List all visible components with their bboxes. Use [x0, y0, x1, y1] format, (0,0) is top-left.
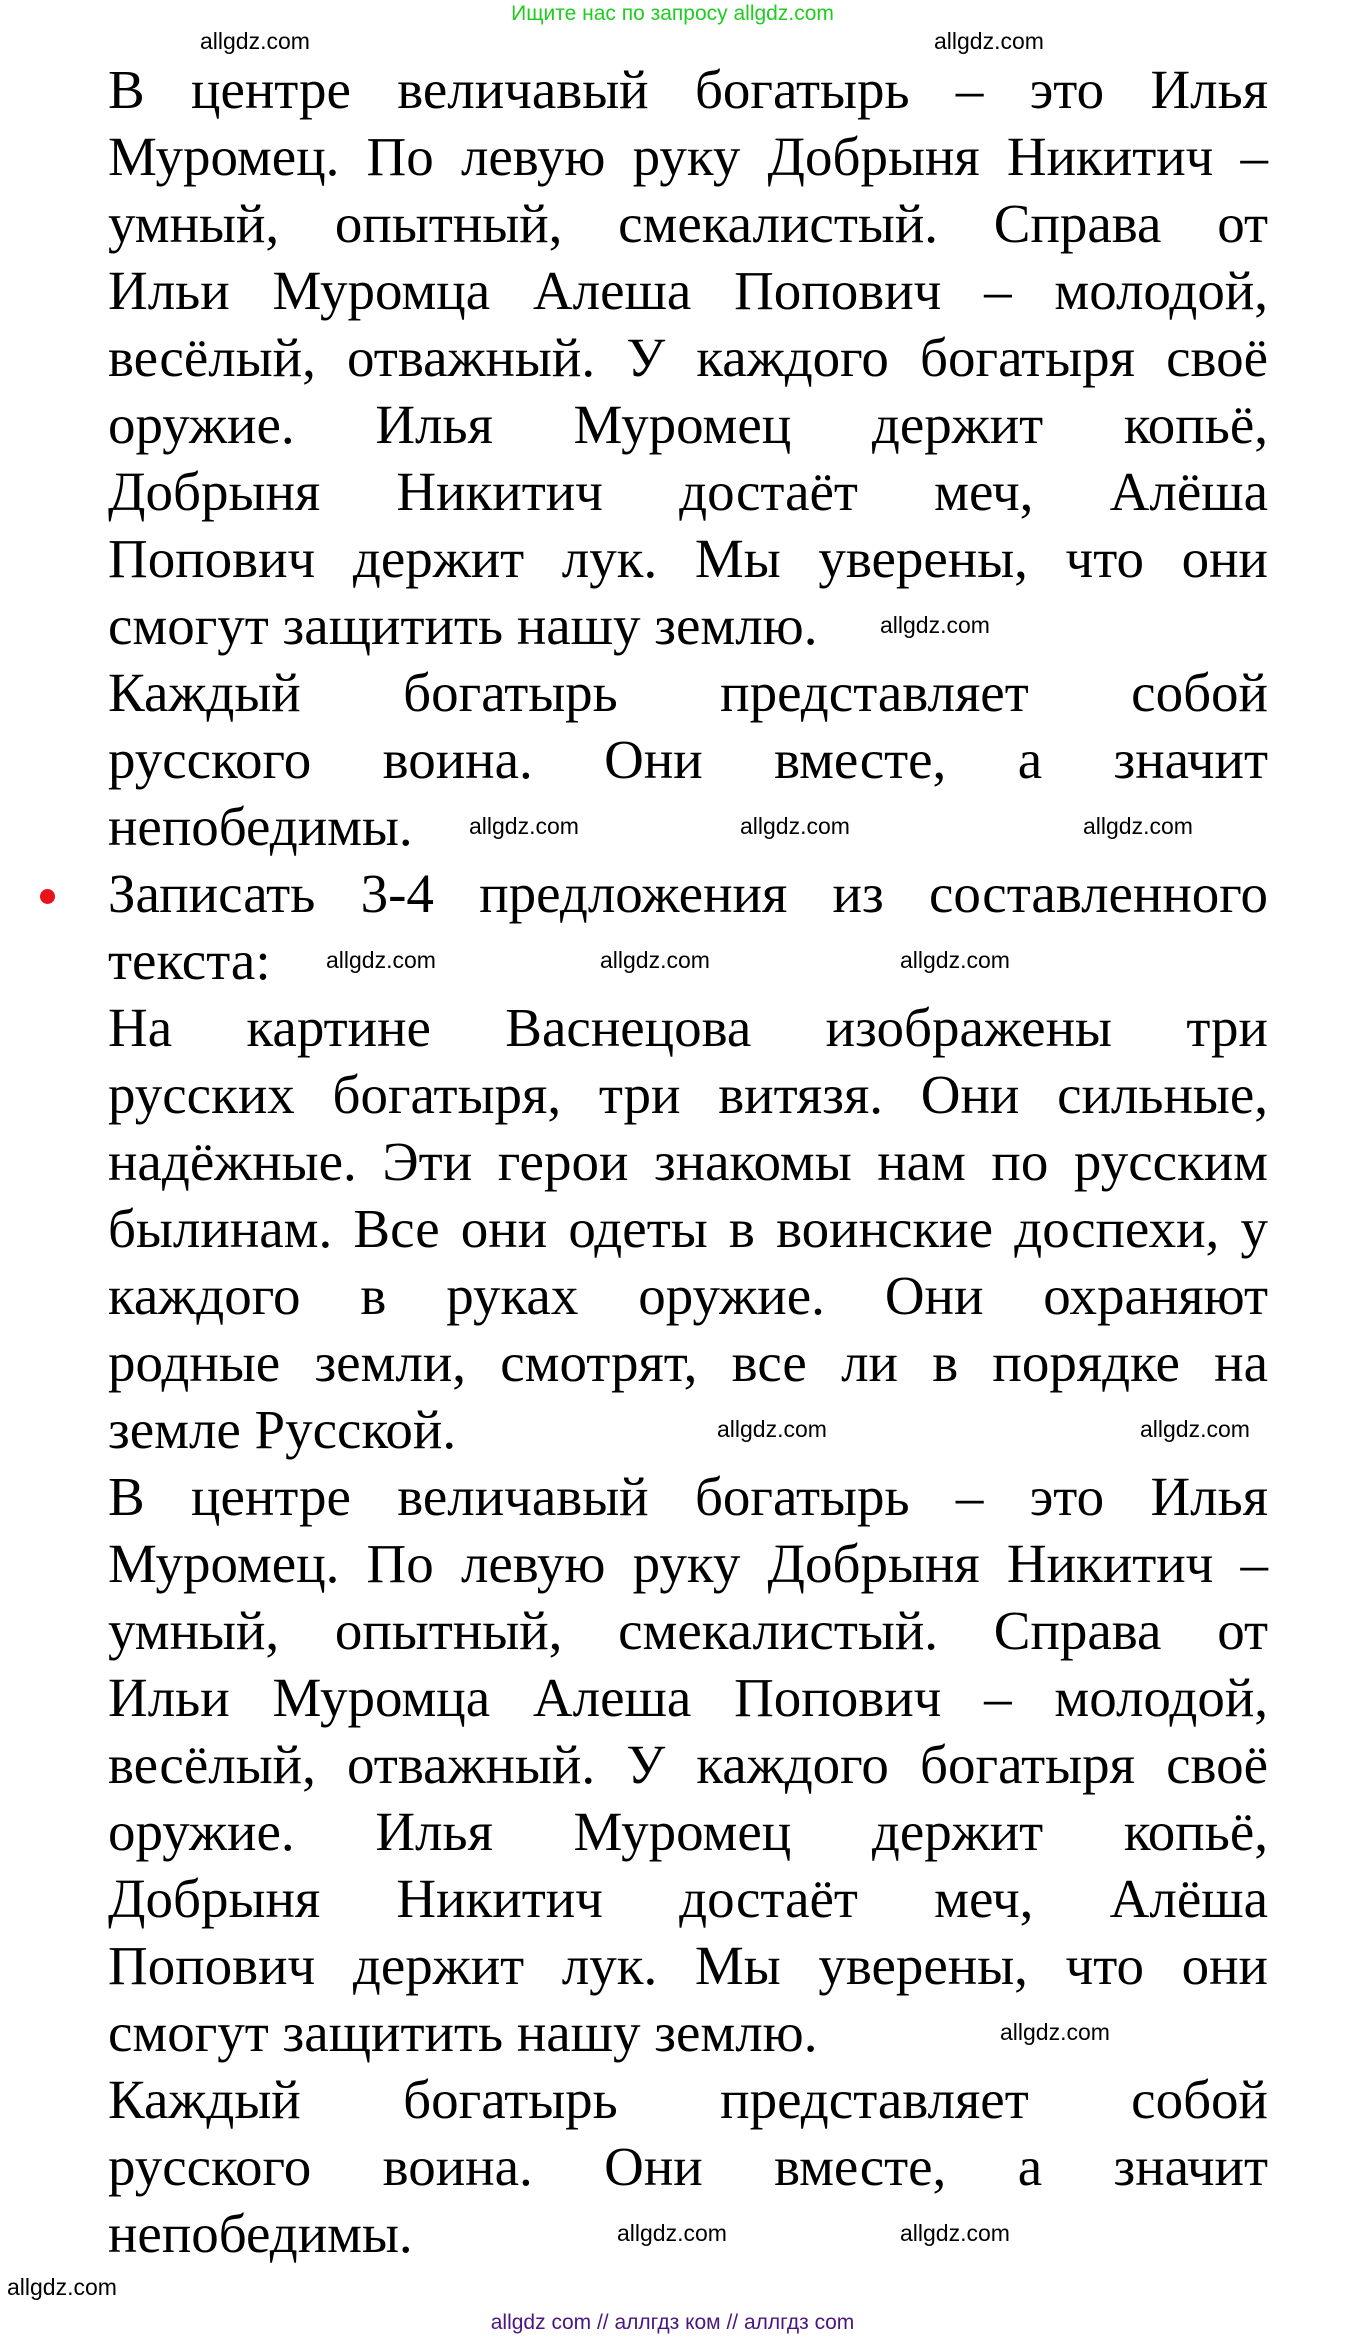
text-line: текста: — [108, 930, 271, 991]
text-line: непобедимы. — [108, 796, 413, 857]
text-line: русского воина. Они вместе, а значит — [108, 2136, 1268, 2197]
text-line: В центре величавый богатырь – это Илья — [108, 1466, 1268, 1527]
text-line: оружие. Илья Муромец держит копьё, — [108, 394, 1268, 455]
text-line: Муромец. По левую руку Добрыня Никитич – — [108, 1533, 1268, 1594]
text-line: умный, опытный, смекалистый. Справа от — [108, 1600, 1268, 1661]
text-line: надёжные. Эти герои знакомы нам по русским — [108, 1131, 1268, 1192]
text-line: Каждый богатырь представляет собой — [108, 2069, 1268, 2130]
bullet-paragraph — [108, 860, 1268, 994]
text-line: родные земли, смотрят, все ли в порядке на — [108, 1332, 1268, 1393]
text-line: Попович держит лук. Мы уверены, что они — [108, 1935, 1268, 1996]
text-line: Добрыня Никитич достаёт меч, Алёша — [108, 1868, 1268, 1929]
text-line: смогут защитить нашу землю. — [108, 595, 818, 656]
paragraph — [108, 994, 1268, 1463]
footer-links: allgdz com // аллгдз ком // аллгдз com — [490, 2311, 855, 2334]
text-line: Ильи Муромца Алеша Попович – молодой, — [108, 260, 1268, 321]
watermark: allgdz.com — [600, 947, 710, 973]
watermark: allgdz.com — [617, 2220, 727, 2246]
text-line: Ильи Муромца Алеша Попович – молодой, — [108, 1667, 1268, 1728]
watermark: allgdz.com — [469, 813, 579, 839]
watermark: allgdz.com — [880, 612, 990, 638]
text-line: земле Русской. — [108, 1399, 457, 1460]
paragraph — [108, 56, 1268, 659]
document-text — [108, 56, 1268, 2267]
text-line: Муромец. По левую руку Добрыня Никитич – — [108, 126, 1268, 187]
text-line: Записать 3-4 предложения из составленного — [108, 863, 1268, 924]
watermark: allgdz.com — [1083, 813, 1193, 839]
top-banner: Ищите нас по запросу allgdz.com — [511, 2, 834, 25]
text-line: смогут защитить нашу землю. — [108, 2002, 818, 2063]
text-line: былинам. Все они одеты в воинские доспехи, у — [108, 1198, 1268, 1259]
watermark: allgdz.com — [900, 947, 1010, 973]
watermark: allgdz.com — [900, 2220, 1010, 2246]
text-line: непобедимы. — [108, 2203, 413, 2264]
text-line: весёлый, отважный. У каждого богатыря своё — [108, 327, 1268, 388]
watermark: allgdz.com — [7, 2274, 117, 2300]
text-line: На картине Васнецова изображены три — [108, 997, 1268, 1058]
watermark: allgdz.com — [717, 1416, 827, 1442]
watermark: allgdz.com — [326, 947, 436, 973]
bullet-icon — [40, 889, 55, 904]
text-line: Попович держит лук. Мы уверены, что они — [108, 528, 1268, 589]
watermark: allgdz.com — [1000, 2019, 1110, 2045]
text-line: весёлый, отважный. У каждого богатыря своё — [108, 1734, 1268, 1795]
text-line: Добрыня Никитич достаёт меч, Алёша — [108, 461, 1268, 522]
watermark: allgdz.com — [740, 813, 850, 839]
text-line: оружие. Илья Муромец держит копьё, — [108, 1801, 1268, 1862]
text-line: русского воина. Они вместе, а значит — [108, 729, 1268, 790]
text-line: русских богатыря, три витязя. Они сильные, — [108, 1064, 1268, 1125]
watermark: allgdz.com — [1140, 1416, 1250, 1442]
text-line: каждого в руках оружие. Они охраняют — [108, 1265, 1268, 1326]
watermark: allgdz.com — [934, 28, 1044, 54]
text-line: Каждый богатырь представляет собой — [108, 662, 1268, 723]
watermark: allgdz.com — [200, 28, 310, 54]
paragraph — [108, 1463, 1268, 2066]
text-line: умный, опытный, смекалистый. Справа от — [108, 193, 1268, 254]
text-line: В центре величавый богатырь – это Илья — [108, 59, 1268, 120]
